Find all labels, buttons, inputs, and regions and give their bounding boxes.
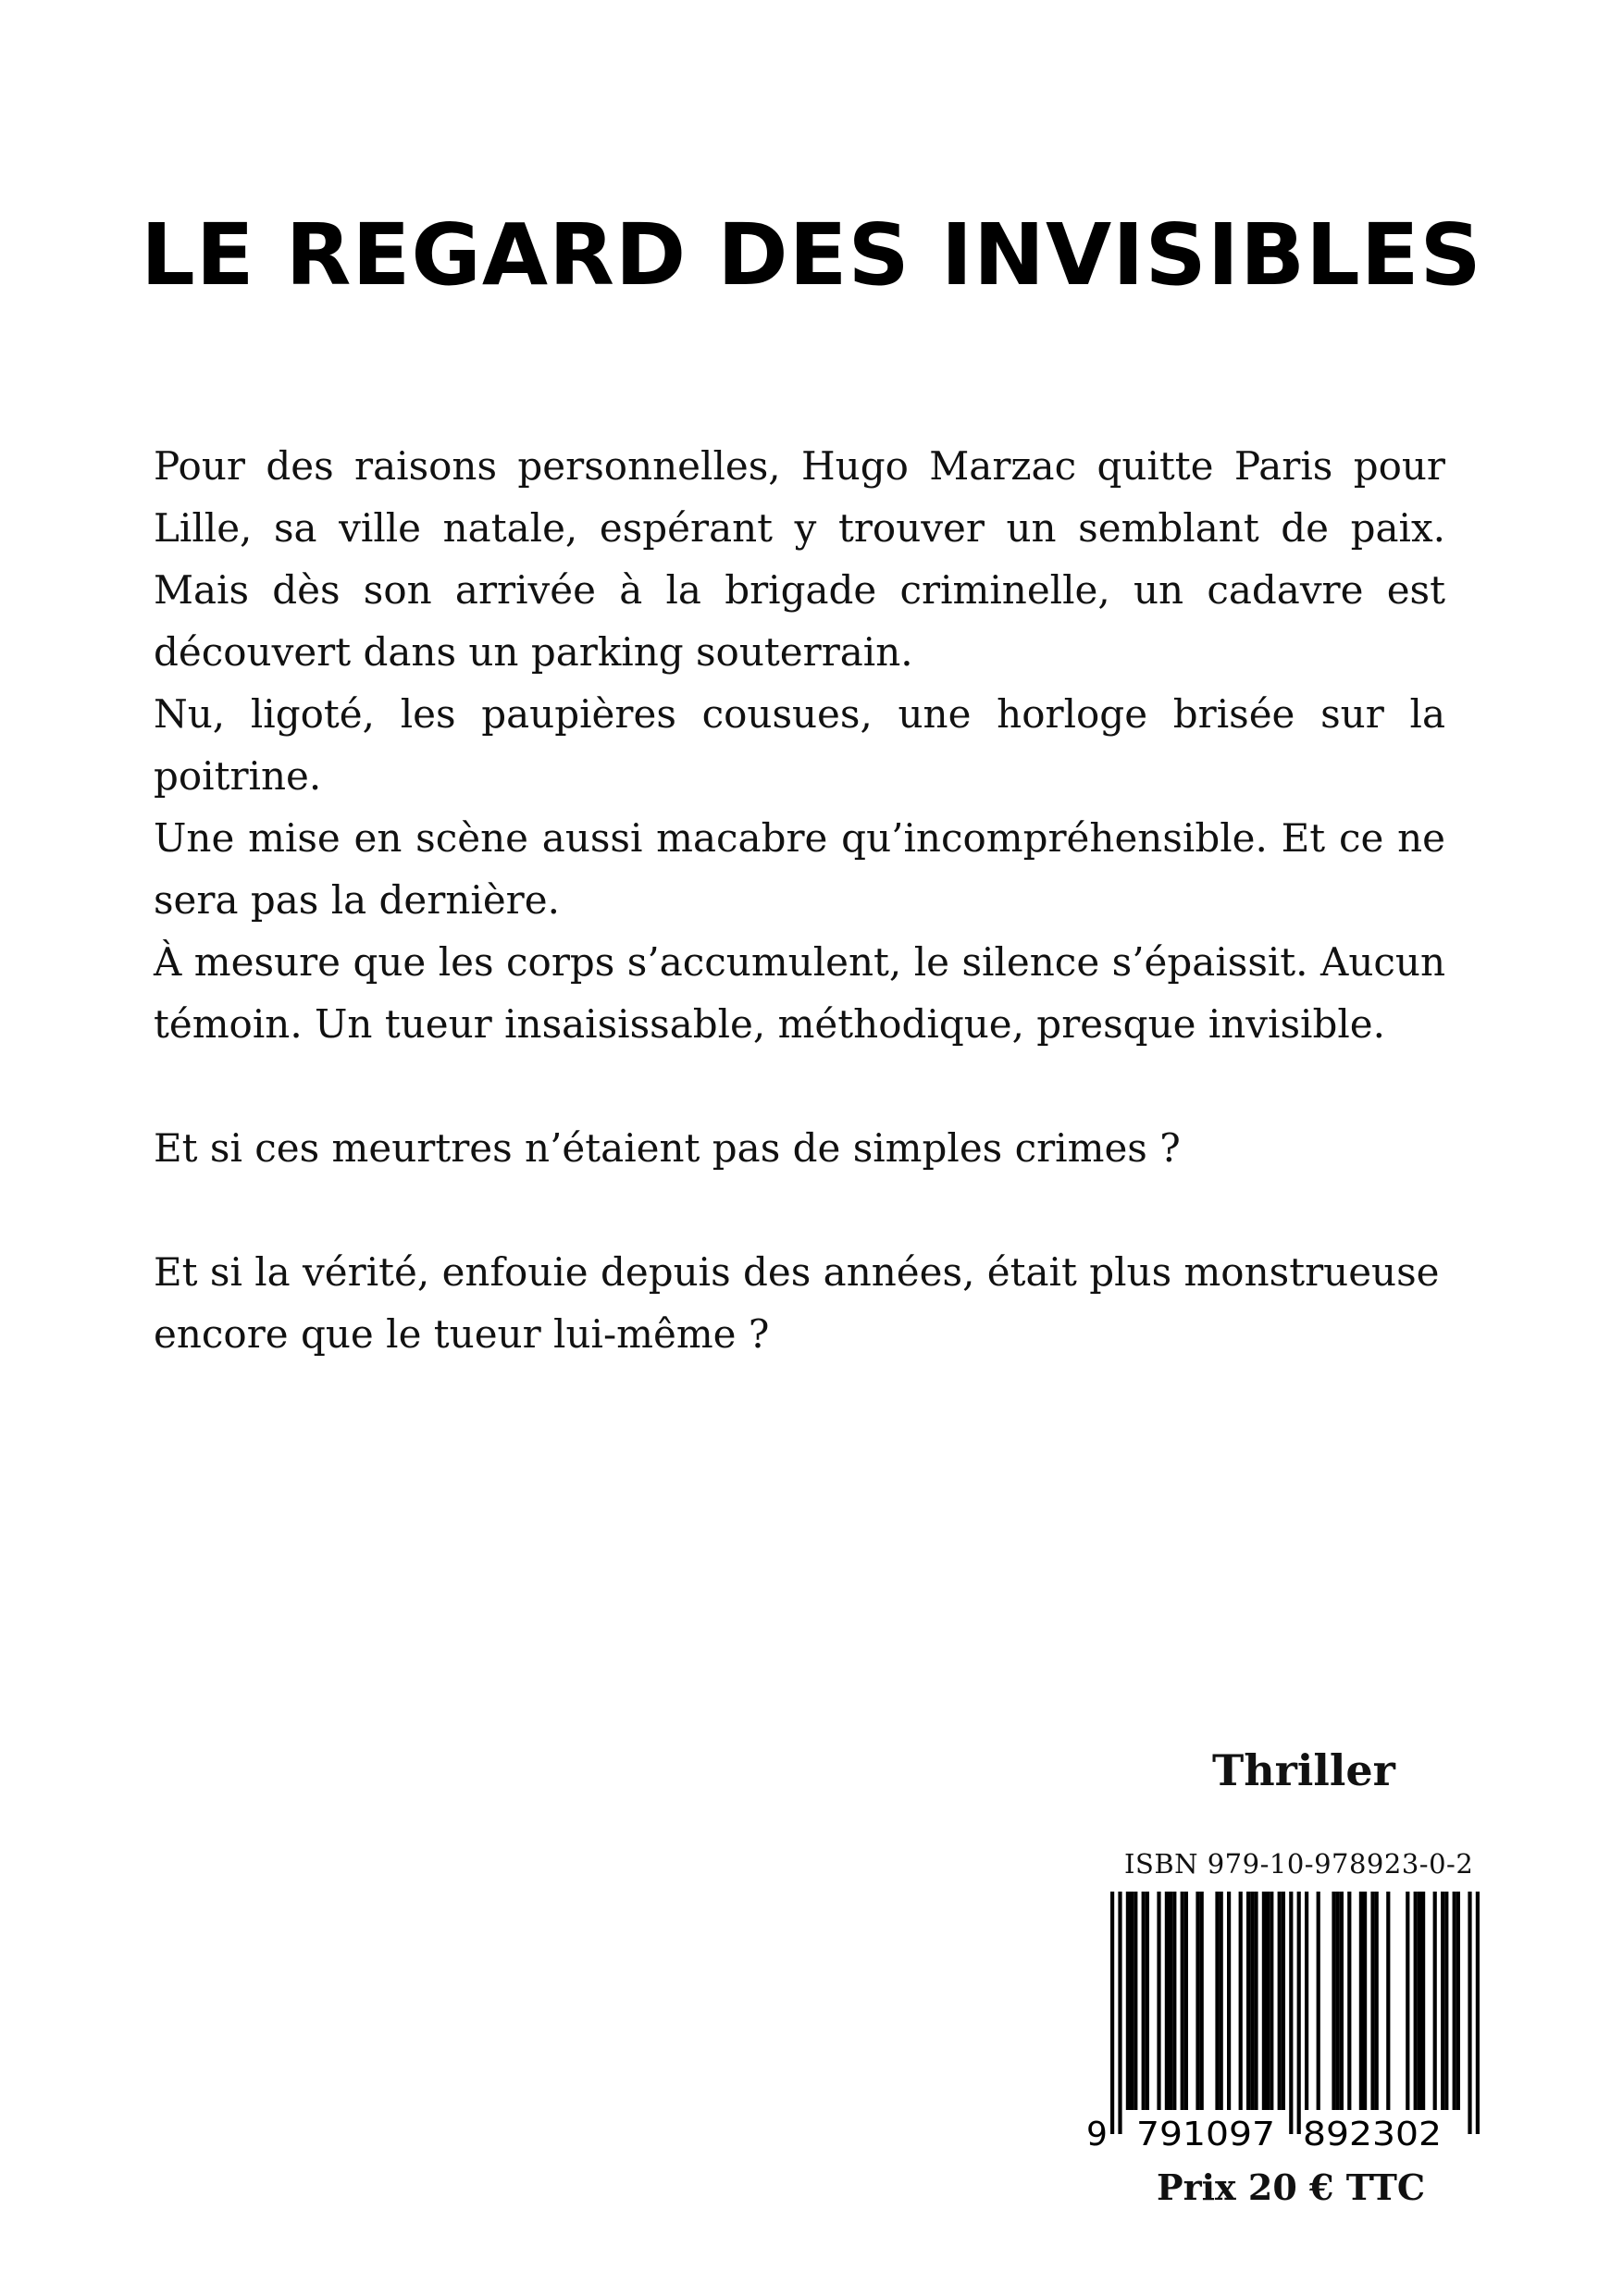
barcode-bar: [1375, 1892, 1379, 2110]
barcode-bar: [1246, 1892, 1250, 2110]
barcode-bar: [1254, 1892, 1258, 2110]
barcode-bar: [1278, 1892, 1282, 2110]
paragraph-spacer: [154, 1055, 1445, 1117]
barcode-bar: [1289, 1892, 1293, 2134]
barcode-bar: [1444, 1892, 1448, 2110]
barcode-bar: [1305, 1892, 1308, 2110]
barcode-bar: [1332, 1892, 1335, 2110]
barcode-bar: [1386, 1892, 1390, 2110]
barcode-bar: [1340, 1892, 1344, 2110]
blurb-question-2: Et si la vérité, enfouie depuis des années, était plus monstrueuse encore que le tueur lui-même ?: [154, 1249, 1440, 1357]
blurb-paragraph: À mesure que les corps s’accumulent, le silence s’épaissit. Aucun témoin. Un tueur insaisissable, méthodique, presque invisible.: [154, 939, 1445, 1047]
barcode-bar: [1414, 1892, 1418, 2110]
barcode-bar: [1370, 1892, 1374, 2110]
barcode-bar: [1239, 1892, 1243, 2110]
barcode-bar: [1433, 1892, 1437, 2110]
barcode-bar: [1184, 1892, 1188, 2110]
barcode-bar: [1476, 1892, 1480, 2134]
barcode-left-digits: 791097: [1136, 2116, 1275, 2153]
barcode-bar: [1406, 1892, 1409, 2110]
barcode-bar: [1157, 1892, 1160, 2110]
paragraph-spacer: [154, 1179, 1445, 1241]
barcode-bar: [1297, 1892, 1301, 2134]
book-title: LE REGARD DES INVISIBLES: [141, 205, 1482, 304]
barcode-bar: [1266, 1892, 1270, 2110]
barcode-bar: [1130, 1892, 1134, 2110]
barcode-bar: [1165, 1892, 1169, 2110]
barcode-bars: [1110, 1892, 1480, 2134]
genre-label: Thriller: [1212, 1745, 1395, 1795]
price-label: Prix 20 € TTC: [1157, 2166, 1426, 2208]
back-cover-blurb: [154, 435, 1445, 1365]
barcode-bar: [1181, 1892, 1184, 2110]
barcode-bar: [1421, 1892, 1425, 2110]
barcode-bar: [1215, 1892, 1219, 2110]
blurb-question-1: Et si ces meurtres n’étaient pas de simples crimes ?: [154, 1125, 1181, 1171]
barcode-bar: [1200, 1892, 1204, 2110]
barcode-bar: [1317, 1892, 1320, 2110]
barcode-bar: [1468, 1892, 1471, 2134]
barcode-bar: [1126, 1892, 1130, 2110]
barcode-bar: [1172, 1892, 1176, 2110]
barcode-bar: [1142, 1892, 1146, 2110]
barcode-bar: [1453, 1892, 1456, 2110]
barcode-bar: [1363, 1892, 1367, 2110]
barcode-bar: [1282, 1892, 1285, 2110]
barcode-bar: [1262, 1892, 1266, 2110]
barcode-bar: [1441, 1892, 1444, 2110]
barcode-bar: [1347, 1892, 1351, 2110]
barcode-first-digit: 9: [1086, 2116, 1108, 2153]
barcode-bar: [1250, 1892, 1254, 2110]
barcode: [1083, 1888, 1490, 2156]
blurb-paragraph: Une mise en scène aussi macabre qu’incompréhensible. Et ce ne sera pas la dernière.: [154, 815, 1445, 923]
barcode-bar: [1418, 1892, 1421, 2110]
barcode-bar: [1146, 1892, 1149, 2110]
barcode-bar: [1118, 1892, 1121, 2134]
barcode-bar: [1220, 1892, 1223, 2110]
barcode-graphic: [1083, 1888, 1490, 2156]
barcode-bar: [1227, 1892, 1231, 2110]
barcode-bar: [1270, 1892, 1273, 2110]
barcode-bar: [1336, 1892, 1340, 2110]
barcode-bar: [1359, 1892, 1363, 2110]
barcode-bar: [1169, 1892, 1172, 2110]
barcode-right-digits: 892302: [1303, 2116, 1442, 2153]
barcode-bar: [1196, 1892, 1199, 2110]
isbn-number: ISBN 979-10-978923-0-2: [1124, 1848, 1474, 1880]
barcode-bar: [1456, 1892, 1460, 2110]
blurb-paragraph: Pour des raisons personnelles, Hugo Marzac quitte Paris pour Lille, sa ville natale, espérant y trouver un semblant de paix. Mais dès son arrivée à la brigade criminelle, un cadavre est découvert dans un parking souterrain.: [154, 443, 1445, 675]
blurb-paragraph: Nu, ligoté, les paupières cousues, une horloge brisée sur la poitrine.: [154, 691, 1445, 799]
barcode-bar: [1110, 1892, 1114, 2134]
barcode-bar: [1134, 1892, 1137, 2110]
